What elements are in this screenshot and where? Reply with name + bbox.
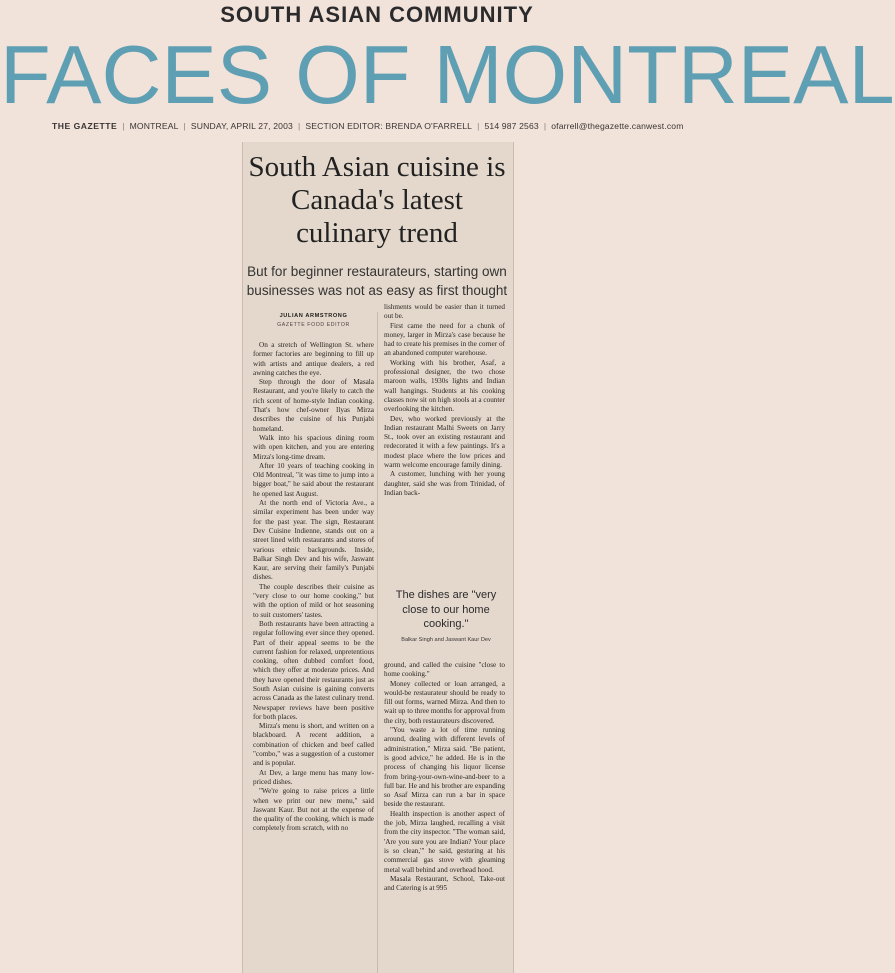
paragraph: "We're going to raise prices a little when we print our new menu," said Jaswant Kaur. But not at the expense of the quality of the cooking, which is made completely from scratch, with no — [253, 787, 374, 833]
pull-quote-text: The dishes are "very close to our home cooking." — [395, 589, 497, 630]
paragraph: Money collected or loan arranged, a would-be restaurateur should be ready to fill out forms, warned Mirza. And then to wait up to three months for approval from the city, both restaurateurs discovered. — [384, 679, 505, 725]
pull-quote — [384, 588, 508, 643]
paragraph: At the north end of Victoria Ave., a similar experiment has been under way for the past year. The sign, Restaurant Dev Cuisine Indienne, stands out on a street lined with restaurants and stores of various ethnic backgrounds. Inside, Balkar Singh Dev and his wife, Jaswant Kaur, are serving their family's Punjabi dishes. — [253, 499, 374, 582]
paragraph: Mirza's menu is short, and written on a blackboard. A recent addition, a combination of chicken and beef called "combo," was a suggestion of a customer and is popular. — [253, 722, 374, 768]
column-rule — [377, 312, 378, 973]
paragraph: At Dev, a large menu has many low-priced dishes. — [253, 768, 374, 786]
paragraph: The couple describes their cuisine as "very close to our home cooking," but with the option of mild or hot seasoning to suit customers' tastes. — [253, 582, 374, 619]
body-column-left — [253, 341, 374, 973]
paragraph: First came the need for a chunk of money, larger in Mirza's case because he had to create his premises in the corner of an abandoned computer warehouse. — [384, 321, 505, 358]
byline — [253, 313, 374, 328]
masthead-info-line: THE GAZETTE | MONTREAL | SUNDAY, APRIL 27, 2003 | SECTION EDITOR: BRENDA O'FARRELL | 514 987 2563 | ofarrell@thegazette.canwest.com — [52, 121, 684, 131]
article-headline: South Asian cuisine is Canada's latest culinary trend — [248, 151, 506, 249]
paragraph: A customer, lunching with her young daughter, said she was from Trinidad, of Indian back- — [384, 470, 505, 497]
paragraph: Dev, who worked previously at the Indian restaurant Malhi Sweets on Jarry St., took over an existing restaurant and redecorated it with a few paintings. It's a modest place where the low prices and warm welcome encourage family dining. — [384, 414, 505, 470]
issue-date: SUNDAY, APRIL 27, 2003 — [190, 121, 293, 131]
paragraph: Working with his brother, Asaf, a professional designer, the two chose maroon walls, 1930s lights and Indian wall hangings. Students at his cooking classes now sit on high stools at a counter overlooking the kitchen. — [384, 358, 505, 414]
body-column-right-bottom — [384, 661, 505, 973]
paragraph: lishments would be easier than it turned out be. — [384, 303, 505, 321]
masthead-title: FACES OF MONTREAL — [0, 28, 895, 121]
paper-name: THE GAZETTE — [52, 121, 118, 131]
paragraph: ground, and called the cuisine "close to home cooking." — [384, 661, 505, 679]
body-column-right-top — [384, 303, 505, 498]
section-editor: SECTION EDITOR: BRENDA O'FARRELL — [305, 121, 473, 131]
byline-title: GAZETTE FOOD EDITOR — [277, 322, 350, 328]
paragraph: Step through the door of Masala Restaurant, and you're likely to catch the rich scent of home-style Indian cooking. That's how chef-owner Ilyas Mirza describes the cuisine of his Punjabi homeland. — [253, 378, 374, 433]
email: ofarrell@thegazette.canwest.com — [551, 121, 684, 131]
paragraph: Both restaurants have been attracting a regular following ever since they opened. Part of their appeal seems to be the current fashion for relaxed, unpretentious cooking, often dubbed comfort food, which they offer at moderate prices. And they have opened their restaurants just as South Asian cuisine is gaining converts across Canada as the latest culinary trend. Newspaper reviews have been positive for both places. — [253, 619, 374, 721]
pull-quote-attribution: Balkar Singh and Jaswant Kaur Dev — [401, 636, 491, 643]
paragraph: Walk into his spacious dining room with open kitchen, and you are entering Mirza's long-time dream. — [253, 433, 374, 461]
paragraph: Masala Restaurant, School, Take-out and Catering is at 995 — [384, 874, 505, 893]
paragraph: On a stretch of Wellington St. where former factories are beginning to fill up with artists and antique dealers, a red awning catches the eye. — [253, 341, 374, 377]
paragraph: "You waste a lot of time running around, dealing with different levels of administration," Mirza said. "Be patient, is good advice," he added. He is in the process of changing his liquor license from bring-your-own-wine-and-beer to a full bar. He and his brother are expanding so Asaf Mirza can run a bar in space beside the restaurant. — [384, 726, 505, 809]
article-deck: But for beginner restaurateurs, starting own businesses was not as easy as first thought — [246, 264, 508, 298]
paragraph: After 10 years of teaching cooking in Old Montreal, "it was time to jump into a bigger boat," he said about the restaurant he opened last August. — [253, 461, 374, 498]
paragraph: Health inspection is another aspect of the job, Mirza laughed, recalling a visit from the city inspector. "The woman said, 'Are you sure you are Indian? Your place is so clean,'" he said, gesturing at his commercial gas stove with gleaming metal wall behind and overhead hood. — [384, 809, 505, 874]
city: MONTREAL — [129, 121, 179, 131]
phone: 514 987 2563 — [484, 121, 539, 131]
section-kicker: SOUTH ASIAN COMMUNITY — [220, 2, 534, 27]
byline-name: JULIAN ARMSTRONG — [279, 313, 348, 319]
